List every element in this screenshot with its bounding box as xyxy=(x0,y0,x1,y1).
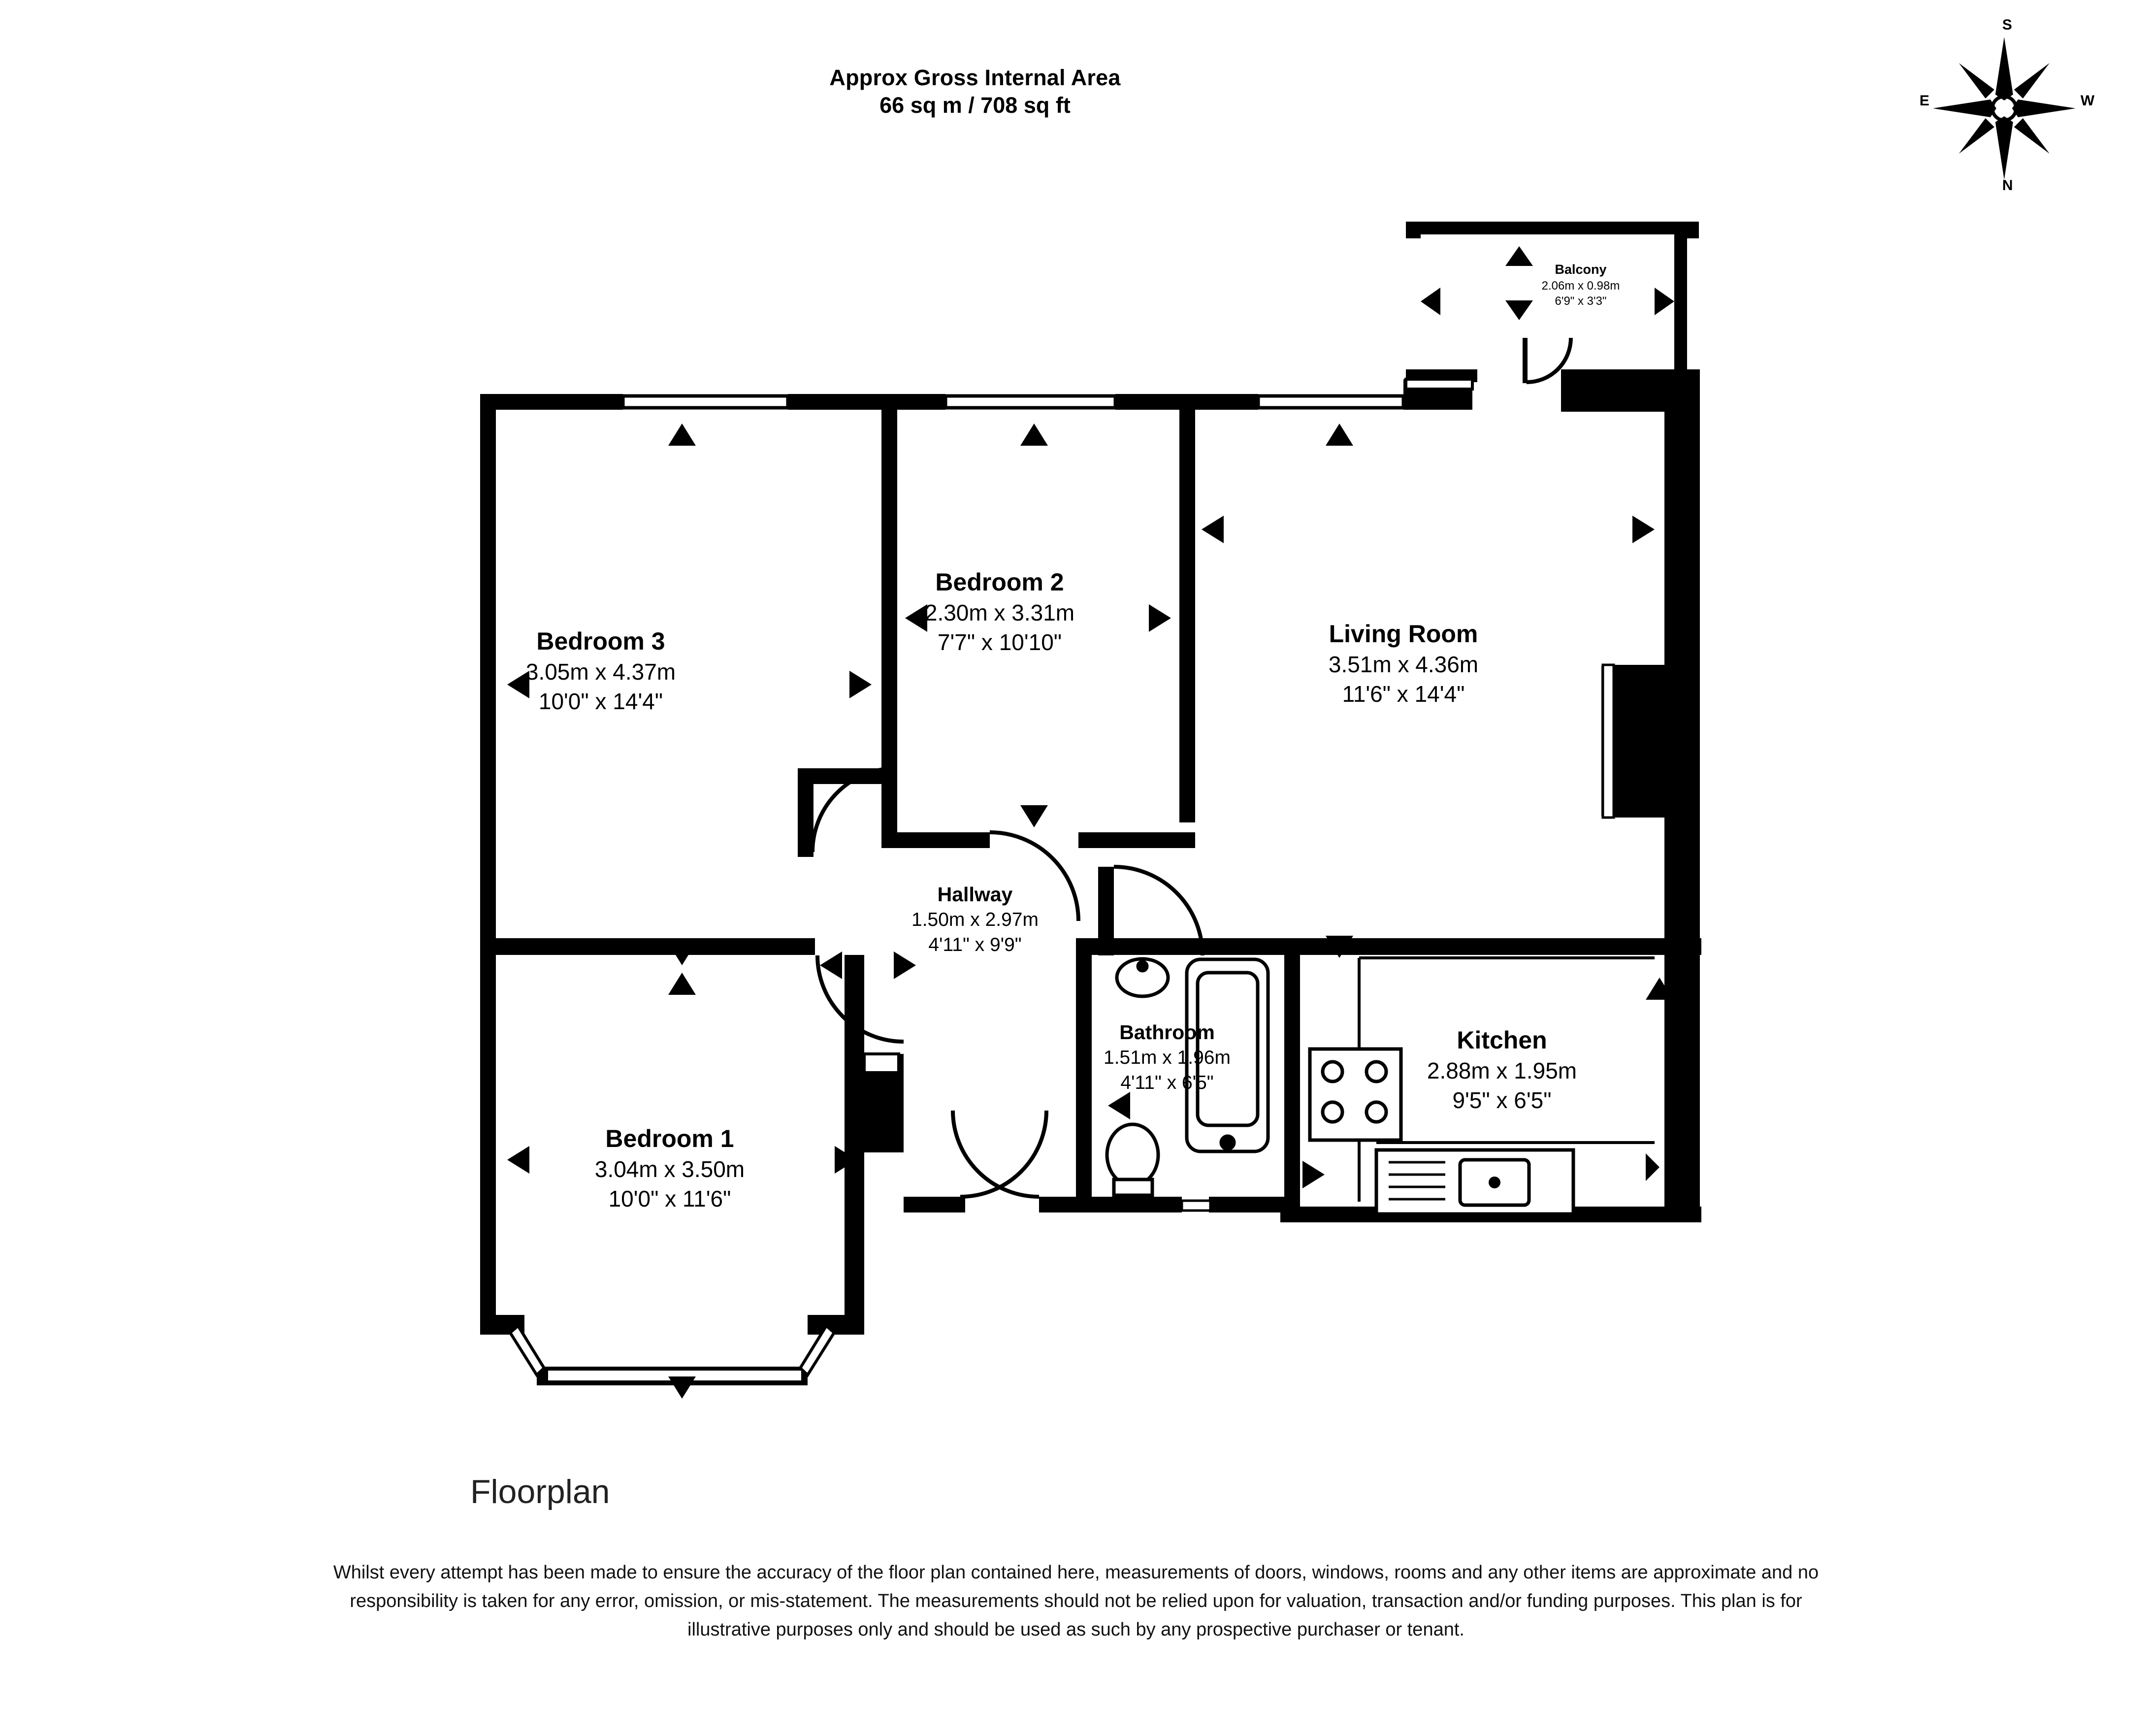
balcony-name: Balcony xyxy=(1555,262,1607,277)
bedroom-2-imperial: 7'7" x 10'10" xyxy=(937,629,1062,655)
compass-label-south: S xyxy=(2002,17,2013,33)
room-label-balcony xyxy=(1482,261,1679,309)
bedroom-1-imperial: 10'0" x 11'6" xyxy=(608,1185,731,1212)
kitchen-metric: 2.88m x 1.95m xyxy=(1427,1058,1577,1083)
room-label-bedroom-1 xyxy=(497,1123,842,1214)
bathroom-imperial: 4'11" x 6'5" xyxy=(1120,1072,1214,1093)
balcony-metric: 2.06m x 0.98m xyxy=(1541,279,1620,293)
hallway-name: Hallway xyxy=(937,883,1013,906)
bedroom-2-metric: 2.30m x 3.31m xyxy=(924,600,1075,625)
bathroom-metric: 1.51m x 1.96m xyxy=(1104,1047,1231,1069)
hallway-imperial: 4'11" x 9'9" xyxy=(928,934,1022,955)
room-label-bathroom xyxy=(1029,1019,1305,1096)
kitchen-walls xyxy=(1300,938,1701,955)
kitchen-name: Kitchen xyxy=(1457,1026,1547,1054)
living-room-metric: 3.51m x 4.36m xyxy=(1328,652,1479,677)
compass-label-east: E xyxy=(1919,93,1930,109)
bedroom-3-imperial: 10'0" x 14'4" xyxy=(538,688,663,714)
disclaimer-text: Whilst every attempt has been made to ensure the accuracy of the floor plan contained here, measurements of doors, windows, rooms and any other items are approximate and no responsibility is taken for any error, omission, or mis-statement. The measurements should not be relied upon for valuation, transaction and/or funding purposes. This plan is for illustrative purposes only and should be used as such by any prospective purchaser or tenant. xyxy=(333,1562,1819,1640)
bedroom-2-name: Bedroom 2 xyxy=(935,568,1064,596)
living-room-name: Living Room xyxy=(1329,620,1478,648)
bedroom-1-name: Bedroom 1 xyxy=(605,1125,734,1152)
bedroom-3-metric: 3.05m x 4.37m xyxy=(525,659,676,685)
hallway-metric: 1.50m x 2.97m xyxy=(911,909,1039,931)
area-value: 66 sq m / 708 sq ft xyxy=(879,93,1071,118)
room-label-hallway xyxy=(837,882,1113,958)
room-label-kitchen xyxy=(1349,1024,1655,1115)
dimension-arrows xyxy=(507,246,1694,1399)
floorplan-title: Floorplan xyxy=(470,1473,610,1510)
compass-label-north: N xyxy=(2002,177,2013,194)
balcony-imperial: 6'9" x 3'3" xyxy=(1555,295,1607,308)
room-label-living-room xyxy=(1216,618,1591,709)
room-label-bedroom-3 xyxy=(428,625,773,717)
bathroom-name: Bathroom xyxy=(1119,1021,1215,1044)
compass-label-west: W xyxy=(2081,93,2095,109)
kitchen-imperial: 9'5" x 6'5" xyxy=(1452,1087,1552,1113)
bedroom-1-metric: 3.04m x 3.50m xyxy=(594,1156,745,1182)
area-title: Approx Gross Internal Area xyxy=(829,65,1121,90)
room-label-bedroom-2 xyxy=(827,566,1172,657)
bedroom-3-name: Bedroom 3 xyxy=(536,627,665,655)
living-room-imperial: 11'6" x 14'4" xyxy=(1342,681,1465,707)
